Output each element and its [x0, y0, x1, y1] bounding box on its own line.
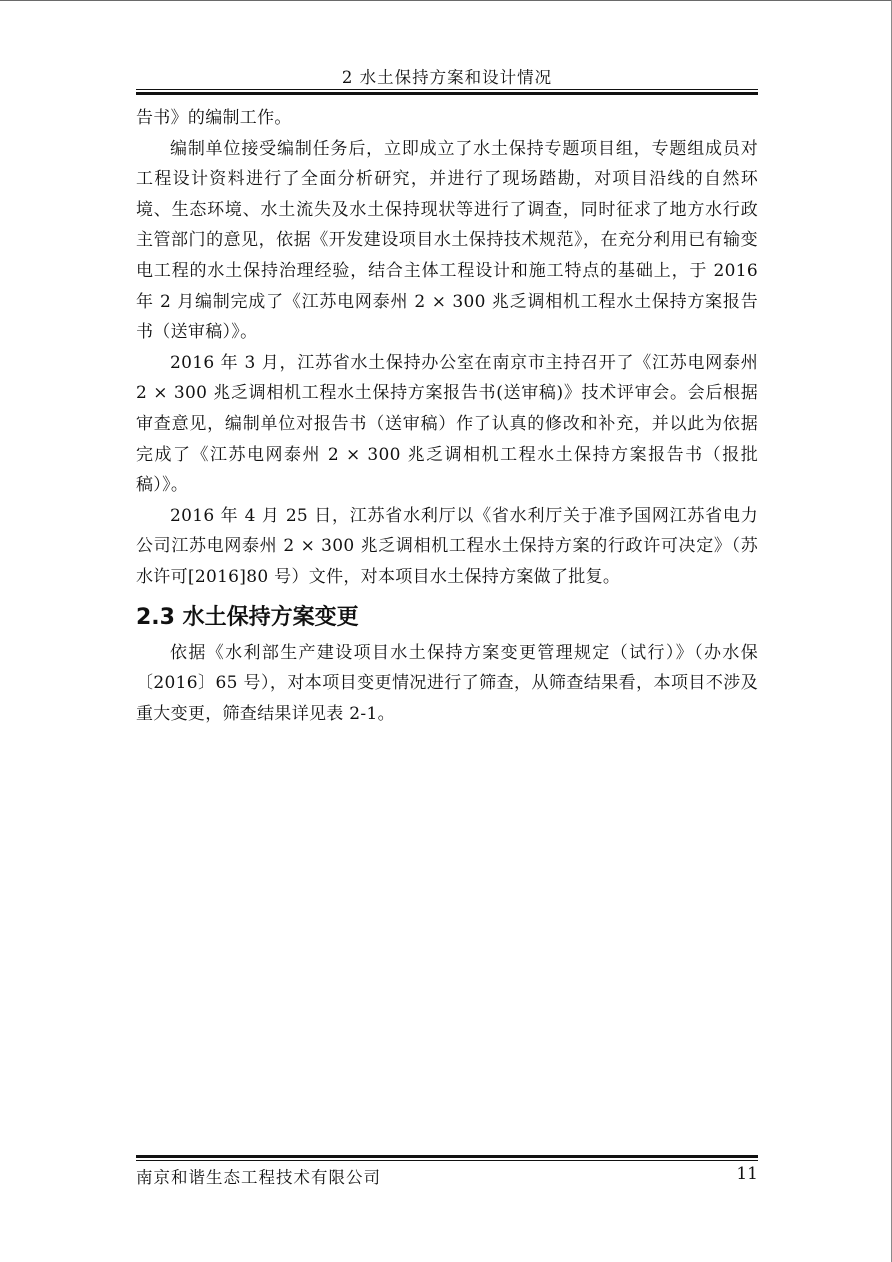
running-header: 2 水土保持方案和设计情况: [341, 68, 553, 87]
footer-company-name: 南京和谐生态工程技术有限公司: [136, 1168, 381, 1187]
header-rule-thick: [136, 92, 758, 95]
paragraph-approval: 2016 年 4 月 25 日，江苏省水利厅以《省水利厅关于准予国网江苏省电力公司江苏电网泰州 2 × 300 兆乏调相机工程水土保持方案的行政许可决定》（苏水许可[2016]80 号）文件，对本项目水土保持方案做了批复。: [136, 505, 758, 587]
header-rule-thin: [136, 89, 758, 90]
section-heading-2-3: 2.3 水土保持方案变更: [136, 604, 359, 630]
footer-rule-thin: [136, 1160, 758, 1161]
footer-rule-thick: [136, 1155, 758, 1158]
paragraph-change-screening: 依据《水利部生产建设项目水土保持方案变更管理规定（试行）》（办水保〔2016〕65 号），对本项目变更情况进行了筛查，从筛查结果看，本项目不涉及重大变更，筛查结果详见表 2-1。: [136, 642, 758, 724]
page-number: 11: [736, 1164, 758, 1184]
paragraph-compilation-process: 编制单位接受编制任务后，立即成立了水土保持专题项目组，专题组成员对工程设计资料进行了全面分析研究，并进行了现场踏勘，对项目沿线的自然环境、生态环境、水土流失及水土保持现状等进行了调查，同时征求了地方水行政主管部门的意见，依据《开发建设项目水土保持技术规范》，在充分利用已有输变电工程的水土保持治理经验，结合主体工程设计和施工特点的基础上，于 2016 年 2 月编制完成了《江苏电网泰州 2 × 300 兆乏调相机工程水土保持方案报告书（送审稿）》。: [136, 138, 758, 343]
page-border-top: [0, 0, 892, 1]
paragraph-continuation: 告书》的编制工作。: [136, 108, 292, 128]
paragraph-technical-review: 2016 年 3 月，江苏省水土保持办公室在南京市主持召开了《江苏电网泰州 2 × 300 兆乏调相机工程水土保持方案报告书(送审稿)》技术评审会。会后根据审查意见，编制单位对报告书（送审稿）作了认真的修改和补充，并以此为依据完成了《江苏电网泰州 2 × 300 兆乏调相机工程水土保持方案报告书（报批稿）》。: [136, 352, 758, 496]
document-body: [136, 103, 758, 729]
